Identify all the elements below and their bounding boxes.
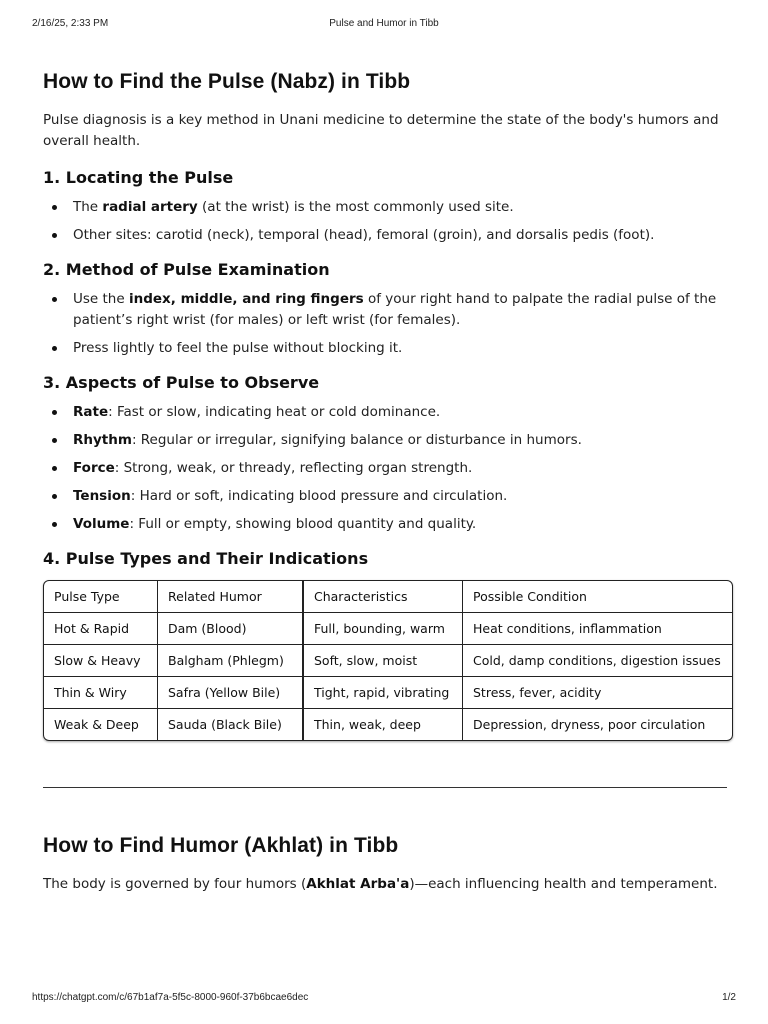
list-item: Use the index, middle, and ring fingers of your right hand to palpate the radial pulse of the patient’s right wrist (for males) or left wrist (for females). bbox=[73, 289, 733, 331]
list-item: Other sites: carotid (neck), temporal (head), femoral (groin), and dorsalis pedis (foot). bbox=[73, 225, 733, 246]
pulse-intro: Pulse diagnosis is a key method in Unani medicine to determine the state of the body's humors and overall health. bbox=[43, 112, 719, 149]
table-cell: Depression, dryness, poor circulation bbox=[473, 717, 706, 732]
pulse-types-table bbox=[43, 580, 733, 741]
section-divider bbox=[43, 787, 727, 788]
list-item: The radial artery (at the wrist) is the most commonly used site. bbox=[73, 197, 733, 218]
list-item: Press lightly to feel the pulse without blocking it. bbox=[73, 338, 733, 359]
page-number: 1/2 bbox=[722, 992, 736, 1003]
table-cell: Cold, damp conditions, digestion issues bbox=[463, 645, 732, 677]
table-cell: Stress, fever, acidity bbox=[463, 677, 732, 709]
table-cell: Weak & Deep bbox=[44, 709, 158, 740]
table-cell: Thin, weak, deep bbox=[303, 709, 463, 740]
column-header: Pulse Type bbox=[44, 581, 158, 613]
list-item: Rate: Fast or slow, indicating heat or cold dominance. bbox=[73, 402, 733, 423]
table-cell: Hot & Rapid bbox=[44, 613, 158, 645]
table-cell: Dam (Blood) bbox=[158, 613, 303, 645]
heading-types: 4. Pulse Types and Their Indications bbox=[43, 549, 369, 568]
document-content bbox=[43, 70, 733, 911]
table-cell: Thin & Wiry bbox=[44, 677, 158, 709]
method-list bbox=[43, 289, 733, 359]
aspects-list bbox=[43, 402, 733, 535]
humor-intro: The body is governed by four humors (Akhlat Arba'a)—each influencing health and temperament. bbox=[43, 876, 718, 892]
heading-locating: 1. Locating the Pulse bbox=[43, 168, 234, 187]
locating-list bbox=[43, 197, 733, 246]
list-item: Force: Strong, weak, or thready, reflecting organ strength. bbox=[73, 458, 733, 479]
print-title: Pulse and Humor in Tibb bbox=[329, 18, 439, 29]
heading-method: 2. Method of Pulse Examination bbox=[43, 260, 330, 279]
print-url: https://chatgpt.com/c/67b1af7a-5f5c-8000-960f-37b6bcae6dec bbox=[32, 992, 309, 1003]
print-footer bbox=[32, 992, 736, 1006]
table-row bbox=[44, 677, 732, 709]
list-item: Tension: Hard or soft, indicating blood pressure and circulation. bbox=[73, 486, 733, 507]
print-date: 2/16/25, 2:33 PM bbox=[32, 18, 109, 29]
table-row bbox=[44, 645, 732, 677]
column-header: Possible Condition bbox=[463, 581, 732, 613]
list-item: Volume: Full or empty, showing blood quantity and quality. bbox=[73, 514, 733, 535]
table-cell: Slow & Heavy bbox=[44, 645, 158, 677]
table-header-row bbox=[44, 581, 732, 613]
list-item: Rhythm: Regular or irregular, signifying balance or disturbance in humors. bbox=[73, 430, 733, 451]
table-cell: Safra (Yellow Bile) bbox=[158, 677, 303, 709]
table-cell: Balgham (Phlegm) bbox=[158, 645, 303, 677]
column-header: Related Humor bbox=[158, 581, 303, 613]
table-row bbox=[44, 613, 732, 645]
print-header bbox=[32, 18, 736, 32]
section-title-humor: How to Find Humor (Akhlat) in Tibb bbox=[43, 834, 399, 857]
table-cell: Full, bounding, warm bbox=[303, 613, 463, 645]
table-cell: Tight, rapid, vibrating bbox=[303, 677, 463, 709]
heading-aspects: 3. Aspects of Pulse to Observe bbox=[43, 373, 320, 392]
table-cell: Sauda (Black Bile) bbox=[158, 709, 303, 740]
table-cell: Heat conditions, inflammation bbox=[463, 613, 732, 645]
table-cell: Soft, slow, moist bbox=[303, 645, 463, 677]
section-title-pulse: How to Find the Pulse (Nabz) in Tibb bbox=[43, 70, 411, 93]
table-row bbox=[44, 709, 732, 740]
column-header: Characteristics bbox=[303, 581, 463, 613]
